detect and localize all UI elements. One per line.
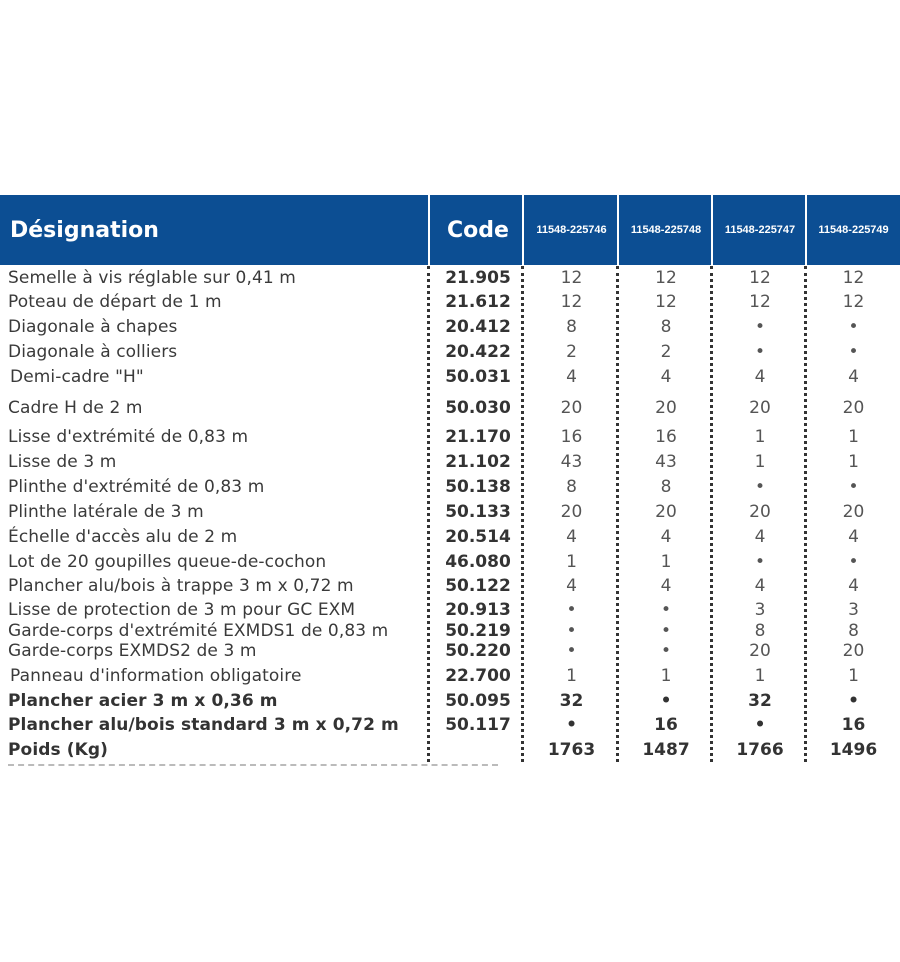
row-quantity: 12 <box>842 268 865 288</box>
row-quantity: 8 <box>660 317 672 337</box>
row-quantity: 1 <box>754 666 766 686</box>
row-quantity: • <box>660 691 672 711</box>
row-code: 50.138 <box>445 477 511 497</box>
row-code: 50.095 <box>445 691 511 711</box>
row-quantity: 32 <box>559 691 584 711</box>
row-quantity: 4 <box>848 527 859 547</box>
table-row <box>0 291 900 313</box>
table-row <box>0 665 900 687</box>
row-code: 50.030 <box>445 398 511 418</box>
row-quantity: 16 <box>654 715 678 735</box>
row-quantity: 1 <box>848 427 859 447</box>
row-quantity: • <box>660 641 672 661</box>
row-quantity: 4 <box>660 367 672 387</box>
row-quantity: 20 <box>749 641 771 661</box>
column-header: 11548-225748 <box>630 224 702 236</box>
row-quantity: 12 <box>749 268 771 288</box>
row-quantity: • <box>660 600 672 620</box>
row-quantity: 4 <box>660 576 672 596</box>
table-row <box>0 316 900 338</box>
row-quantity: • <box>566 641 577 661</box>
row-quantity: 16 <box>841 715 866 735</box>
row-code: 50.031 <box>445 367 511 387</box>
row-code <box>433 739 523 761</box>
row-quantity: 12 <box>560 268 583 288</box>
table-row <box>0 501 900 523</box>
row-designation: Lot de 20 goupilles queue-de-cochon <box>8 552 327 572</box>
row-quantity: 20 <box>749 398 771 418</box>
row-quantity: • <box>754 477 766 497</box>
row-quantity: 1 <box>754 427 766 447</box>
row-quantity: 4 <box>754 527 766 547</box>
code-header: Code <box>447 217 509 243</box>
row-quantity: • <box>566 600 577 620</box>
row-designation: Demi-cadre "H" <box>10 367 144 387</box>
table-row <box>0 341 900 363</box>
row-quantity: 4 <box>566 576 577 596</box>
row-designation: Plancher alu/bois standard 3 m x 0,72 m <box>8 715 399 735</box>
column-header: 11548-225747 <box>724 224 796 236</box>
row-quantity: 12 <box>749 292 771 312</box>
row-designation: Cadre H de 2 m <box>8 398 143 418</box>
row-quantity: • <box>848 691 859 711</box>
row-quantity: 43 <box>560 452 583 472</box>
table-row <box>0 575 900 597</box>
row-quantity: 20 <box>749 502 771 522</box>
row-code: 20.913 <box>445 600 511 620</box>
row-quantity: 1 <box>566 552 577 572</box>
designation-header: Désignation <box>10 217 159 243</box>
table-row <box>0 599 900 621</box>
row-quantity: • <box>566 715 577 735</box>
row-designation: Panneau d'information obligatoire <box>10 666 302 686</box>
row-quantity: 4 <box>566 367 577 387</box>
row-quantity: 1 <box>848 666 859 686</box>
row-quantity: 8 <box>754 621 766 641</box>
table-row <box>0 476 900 498</box>
table-row <box>0 690 900 712</box>
row-quantity: 20 <box>560 502 583 522</box>
row-quantity: 12 <box>655 268 677 288</box>
row-quantity: • <box>754 317 766 337</box>
row-designation: Garde-corps d'extrémité EXMDS1 de 0,83 m <box>8 621 389 641</box>
row-code: 22.700 <box>445 666 511 686</box>
row-designation: Plinthe d'extrémité de 0,83 m <box>8 477 265 497</box>
row-quantity: 43 <box>655 452 677 472</box>
table-row <box>0 640 900 662</box>
row-quantity: 12 <box>560 292 583 312</box>
row-quantity: • <box>848 317 859 337</box>
row-designation: Plancher alu/bois à trappe 3 m x 0,72 m <box>8 576 354 596</box>
row-quantity: • <box>754 552 766 572</box>
row-quantity: 1 <box>848 452 859 472</box>
row-quantity: 1763 <box>547 740 596 760</box>
row-quantity: 2 <box>660 342 672 362</box>
row-code: 21.905 <box>445 268 511 288</box>
row-designation: Plancher acier 3 m x 0,36 m <box>8 691 278 711</box>
row-quantity: • <box>566 621 577 641</box>
row-designation: Lisse de protection de 3 m pour GC EXM <box>8 600 356 620</box>
row-quantity: 20 <box>842 641 865 661</box>
row-designation: Échelle d'accès alu de 2 m <box>8 527 238 547</box>
row-quantity: • <box>848 552 859 572</box>
row-quantity: 8 <box>566 317 577 337</box>
row-quantity: 4 <box>848 576 859 596</box>
row-quantity: 4 <box>848 367 859 387</box>
row-designation: Diagonale à colliers <box>8 342 178 362</box>
row-quantity: 16 <box>655 427 677 447</box>
table-row <box>0 267 900 289</box>
cut-off-text-line <box>8 762 498 768</box>
row-quantity: 1487 <box>642 740 690 760</box>
row-code: 20.412 <box>445 317 511 337</box>
row-quantity: • <box>660 621 672 641</box>
row-designation: Poids (Kg) <box>8 740 109 760</box>
row-quantity: 4 <box>660 527 672 547</box>
table-row <box>0 397 900 419</box>
row-quantity: 1 <box>660 666 672 686</box>
row-code: 21.612 <box>445 292 511 312</box>
row-code: 50.117 <box>445 715 511 735</box>
table-header <box>0 195 900 265</box>
row-code: 20.514 <box>445 527 511 547</box>
table-row <box>0 366 900 388</box>
row-quantity: 16 <box>560 427 583 447</box>
row-quantity: 20 <box>842 398 865 418</box>
table-row <box>0 426 900 448</box>
row-quantity: 20 <box>560 398 583 418</box>
row-quantity: • <box>848 477 859 497</box>
table-row <box>0 714 900 736</box>
row-quantity: 3 <box>754 600 766 620</box>
row-quantity: 20 <box>655 502 677 522</box>
row-designation: Poteau de départ de 1 m <box>8 292 222 312</box>
row-code: 20.422 <box>445 342 511 362</box>
row-quantity: • <box>754 715 766 735</box>
row-designation: Plinthe latérale de 3 m <box>8 502 204 522</box>
row-quantity: 20 <box>655 398 677 418</box>
row-code: 50.219 <box>445 621 511 641</box>
column-header: 11548-225749 <box>818 224 889 236</box>
row-quantity: 8 <box>566 477 577 497</box>
table-row <box>0 526 900 548</box>
row-quantity: 20 <box>842 502 865 522</box>
row-quantity: • <box>754 342 766 362</box>
table-row <box>0 451 900 473</box>
row-code: 50.220 <box>445 641 511 661</box>
row-quantity: 1 <box>660 552 672 572</box>
row-quantity: 4 <box>566 527 577 547</box>
row-quantity: 1 <box>566 666 577 686</box>
row-code: 46.080 <box>445 552 511 572</box>
row-designation: Garde-corps EXMDS2 de 3 m <box>8 641 257 661</box>
row-code: 21.170 <box>445 427 511 447</box>
table-row <box>0 551 900 573</box>
row-code: 50.122 <box>445 576 511 596</box>
row-quantity: • <box>848 342 859 362</box>
row-code: 50.133 <box>445 502 511 522</box>
row-quantity: 1 <box>754 452 766 472</box>
row-quantity: 3 <box>848 600 859 620</box>
row-code: 21.102 <box>445 452 511 472</box>
row-quantity: 12 <box>655 292 677 312</box>
row-quantity: 8 <box>660 477 672 497</box>
row-quantity: 12 <box>842 292 865 312</box>
row-quantity: 2 <box>566 342 577 362</box>
row-quantity: 4 <box>754 367 766 387</box>
row-designation: Lisse d'extrémité de 0,83 m <box>8 427 249 447</box>
column-header: 11548-225746 <box>536 224 607 236</box>
header-separator <box>428 195 430 265</box>
table-row <box>0 620 900 642</box>
row-quantity: 1766 <box>736 740 784 760</box>
row-quantity: 8 <box>848 621 859 641</box>
row-quantity: 4 <box>754 576 766 596</box>
table-row <box>0 739 900 761</box>
row-designation: Diagonale à chapes <box>8 317 178 337</box>
row-designation: Lisse de 3 m <box>8 452 117 472</box>
row-designation: Semelle à vis réglable sur 0,41 m <box>8 268 296 288</box>
row-quantity: 32 <box>748 691 772 711</box>
row-quantity: 1496 <box>829 740 878 760</box>
